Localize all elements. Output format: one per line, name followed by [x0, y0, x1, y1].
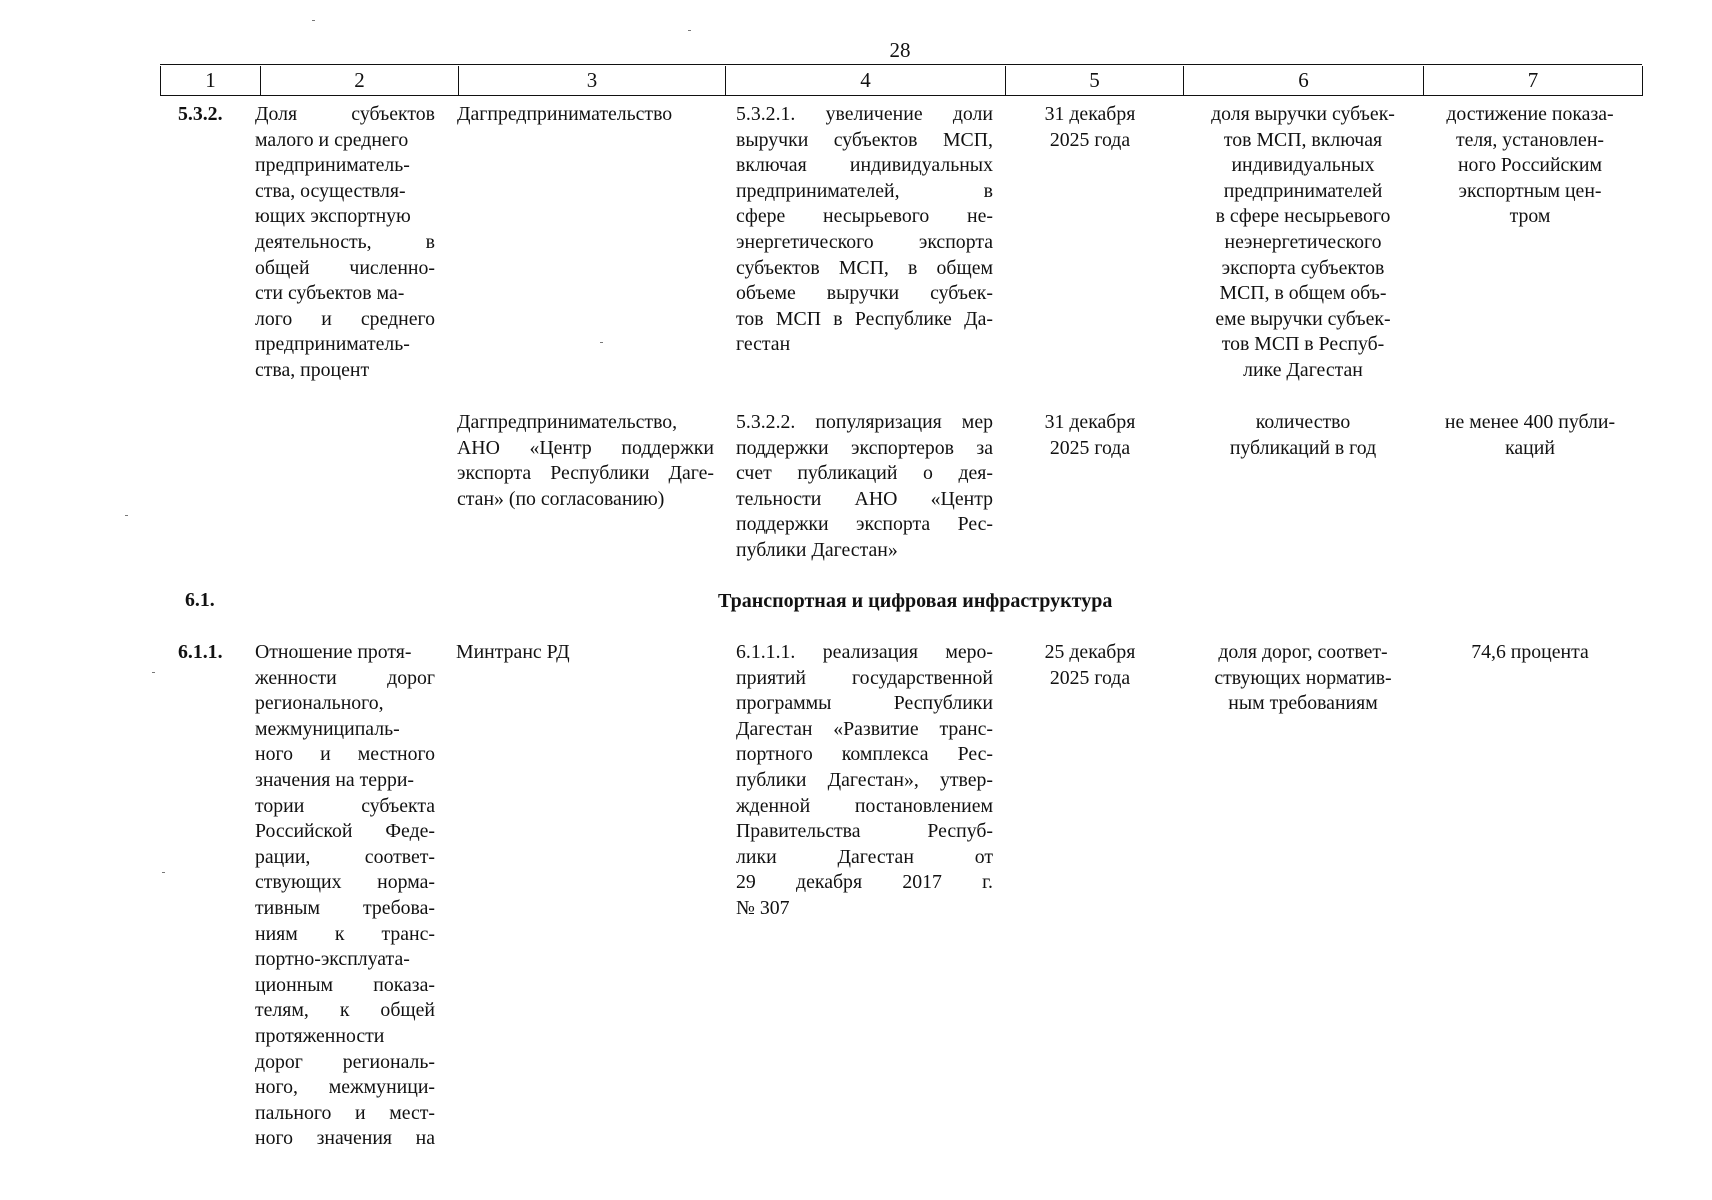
text-line: счет публикаций о дея- [736, 462, 993, 485]
scan-speck [162, 872, 165, 873]
row-number: 6.1.1. [178, 641, 223, 663]
text-line: лики Дагестан от [736, 845, 993, 868]
scan-speck [688, 30, 691, 31]
scan-speck [152, 672, 155, 673]
target-text [1430, 640, 1630, 666]
text-line: лого и среднего [255, 307, 435, 330]
text-line: предпринимателей, в [736, 179, 993, 202]
text-line: 74,6 процента [1471, 641, 1589, 663]
text-line: выручки субъектов МСП, [736, 128, 993, 151]
text-line: 2025 года [1049, 128, 1131, 151]
scan-speck [312, 20, 315, 21]
text-line: 2025 года [1049, 666, 1131, 689]
text-line: Российской Феде- [255, 820, 435, 843]
text-line: субъектов МСП, в общем [736, 256, 993, 279]
text-line: тов МСП, включая [1223, 128, 1383, 151]
executor-text: Минтранс РД [456, 641, 570, 663]
text-line: № 307 [736, 896, 790, 919]
text-line: межмуниципаль- [255, 717, 400, 740]
text-line: количество [1255, 411, 1351, 433]
target-text [1430, 410, 1630, 461]
text-line: в сфере несырьевого [1215, 205, 1391, 228]
deadline-text [1010, 102, 1170, 153]
text-line: жденной постановлением [736, 794, 993, 817]
text-line: гестан [736, 333, 791, 356]
scan-speck [600, 342, 603, 343]
text-line: каций [1505, 436, 1555, 459]
text-line: тории субъекта [255, 794, 435, 817]
text-line: Правительства Респуб- [736, 820, 993, 843]
text-line: тром [1509, 205, 1551, 228]
text-line: доля выручки субъек- [1211, 103, 1395, 125]
text-line: тельности АНО «Центр [736, 487, 993, 510]
text-line: МСП, в общем объ- [1219, 282, 1387, 305]
text-line: тивным требова- [255, 896, 435, 919]
text-line: 31 декабря [1044, 411, 1136, 433]
text-line: экспортным цен- [1458, 179, 1602, 202]
text-line: ного, межмуници- [255, 1076, 435, 1099]
text-line: тов МСП в Республике Да- [736, 307, 993, 330]
table-column-header-row [160, 66, 1643, 96]
text-line: предприниматель- [255, 333, 410, 356]
text-line: поддержки экспортеров за [736, 436, 993, 459]
text-line: рации, соответ- [255, 845, 435, 868]
text-line: экспорта субъектов [1221, 256, 1385, 279]
text-line: ющих экспортную [255, 205, 411, 228]
text-line: теля, установлен- [1455, 128, 1604, 151]
text-line: 2025 года [1049, 436, 1131, 459]
text-line: портно-эксплуата- [255, 948, 410, 971]
text-line: публикаций в год [1229, 436, 1377, 459]
deadline-text [1010, 410, 1170, 461]
target-text [1430, 102, 1630, 230]
deadline-text [1010, 640, 1170, 691]
text-line: публики Дагестан», утвер- [736, 768, 993, 791]
text-line: Доля субъектов [255, 103, 435, 125]
column-header-7: 7 [1423, 66, 1643, 95]
text-line: протяженности [255, 1024, 385, 1047]
criterion-text [1188, 640, 1418, 717]
text-line: 29 декабря 2017 г. [736, 871, 993, 894]
row-number: 5.3.2. [178, 103, 223, 125]
text-line: достижение показа- [1446, 103, 1614, 125]
text-line: портного комплекса Рес- [736, 743, 993, 766]
text-line: не менее 400 публи- [1444, 411, 1616, 433]
criterion-text [1188, 410, 1418, 461]
text-line: индивидуальных [1231, 154, 1375, 177]
text-line: 31 декабря [1044, 103, 1136, 125]
scan-speck [125, 515, 128, 516]
text-line: Дагпредпринимательство, [457, 411, 678, 433]
column-header-4: 4 [725, 66, 1005, 95]
text-line: стан» (по согласованию) [457, 487, 665, 510]
text-line: Дагестан «Развитие транс- [736, 717, 993, 740]
text-line: регионального, [255, 692, 384, 715]
column-header-5: 5 [1005, 66, 1183, 95]
column-header-6: 6 [1183, 66, 1423, 95]
text-line: ствующих норматив- [1214, 666, 1392, 689]
text-line: предприниматель- [255, 154, 410, 177]
text-line: лике Дагестан [1243, 358, 1363, 381]
column-header-2: 2 [260, 66, 458, 95]
text-line: сфере несырьевого не- [736, 205, 993, 228]
text-line: энергетического экспорта [736, 230, 993, 253]
text-line: ным требованиям [1228, 692, 1378, 715]
text-line: дорог региональ- [255, 1050, 435, 1073]
text-line: 5.3.2.1. увеличение доли [736, 103, 993, 125]
indicator-text [255, 640, 435, 1152]
text-line: 25 декабря [1044, 641, 1136, 663]
text-line: 5.3.2.2. популяризация мер [736, 411, 993, 433]
text-line: включая индивидуальных [736, 154, 993, 177]
text-line: ниям к транс- [255, 922, 435, 945]
text-line: предпринимателей [1223, 179, 1383, 202]
text-line: ционным показа- [255, 973, 435, 996]
text-line: сти субъектов ма- [255, 282, 405, 305]
text-line: пального и мест- [255, 1101, 435, 1124]
indicator-text [255, 102, 435, 384]
text-line: женности дорог [255, 666, 435, 689]
text-line: экспорта Республики Даге- [457, 462, 714, 485]
text-line: малого и среднего [255, 128, 409, 151]
text-line: ного значения на [255, 1127, 435, 1150]
top-rule [160, 64, 1642, 65]
text-line: АНО «Центр поддержки [457, 436, 714, 459]
text-line: поддержки экспорта Рес- [736, 513, 993, 536]
section-number: 6.1. [185, 589, 215, 611]
text-line: ства, процент [255, 358, 370, 381]
text-line: ного Российским [1457, 154, 1603, 177]
section-title: Транспортная и цифровая инфраструктура [718, 590, 1113, 612]
text-line: общей численно- [255, 256, 435, 279]
criterion-text [1188, 102, 1418, 384]
text-line: программы Республики [736, 692, 993, 715]
column-header-1: 1 [160, 66, 260, 95]
text-line: публики Дагестан» [736, 538, 898, 561]
text-line: 6.1.1.1. реализация меро- [736, 641, 993, 663]
page-number: 28 [889, 38, 911, 62]
text-line: ства, осуществля- [255, 179, 406, 202]
text-line: значения на терри- [255, 768, 415, 791]
executor-text: Дагпредпринимательство [457, 103, 673, 125]
text-line: деятельность, в [255, 230, 435, 253]
text-line: Отношение протя- [255, 641, 412, 663]
text-line: объеме выручки субъек- [736, 282, 993, 305]
text-line: неэнергетического [1224, 230, 1382, 253]
text-line: тов МСП в Респуб- [1221, 333, 1385, 356]
text-line: ного и местного [255, 743, 435, 766]
text-line: еме выручки субъек- [1215, 307, 1391, 330]
executor-text [457, 410, 714, 512]
text-line: ствующих норма- [255, 871, 435, 894]
text-line: телям, к общей [255, 999, 435, 1022]
text-line: доля дорог, соответ- [1218, 641, 1388, 663]
text-line: приятий государственной [736, 666, 993, 689]
measure-text [736, 640, 993, 922]
measure-text [736, 102, 993, 358]
measure-text [736, 410, 993, 564]
column-header-3: 3 [458, 66, 725, 95]
